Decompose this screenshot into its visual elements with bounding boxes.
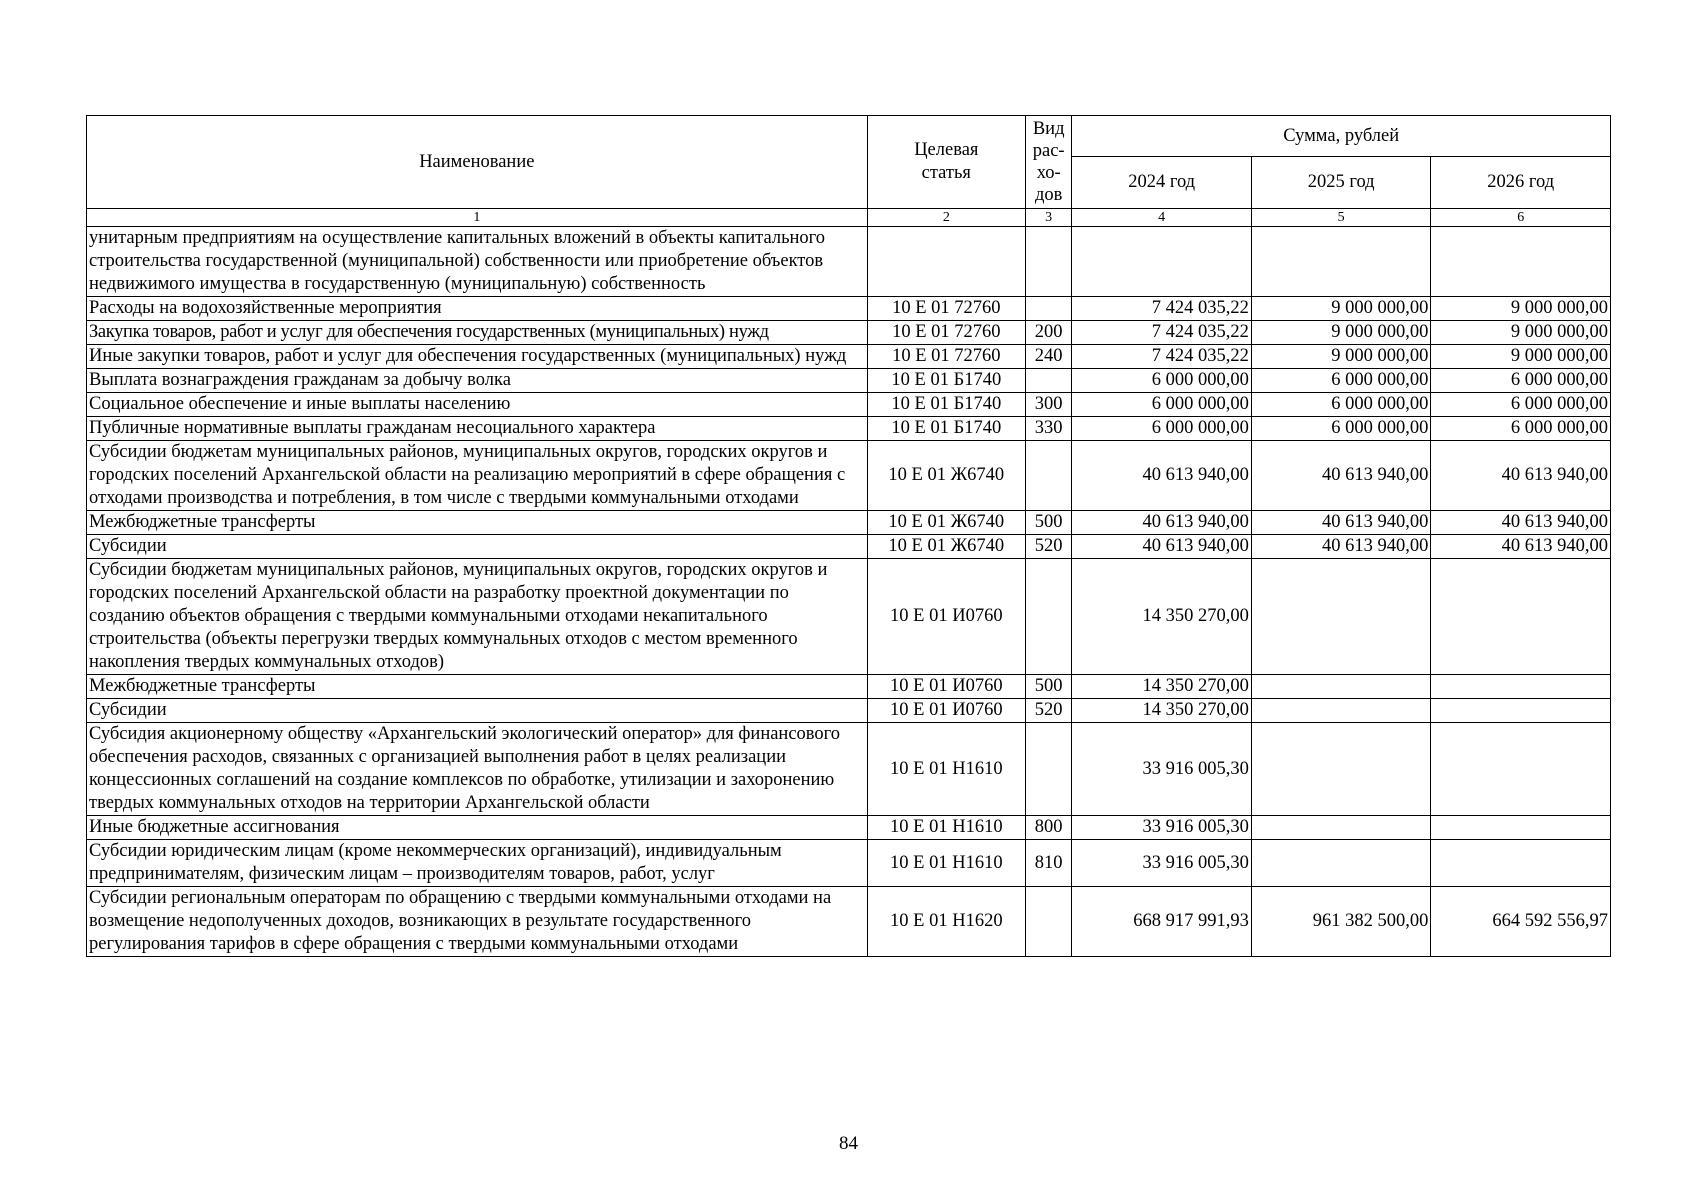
cell-2026: 6 000 000,00 [1431,393,1611,417]
cell-2026 [1431,227,1611,297]
cell-2026: 6 000 000,00 [1431,369,1611,393]
cell-2026: 40 613 940,00 [1431,535,1611,559]
cell-code: 10 Е 01 Н1610 [867,816,1025,840]
cell-2026: 664 592 556,97 [1431,887,1611,957]
cell-code: 10 Е 01 Б1740 [867,369,1025,393]
cell-2025 [1251,227,1431,297]
cell-name: Субсидии региональным операторам по обращению с твердыми коммунальными отходами на возмещение недополученных доходов, возникающих в результате государственного регулирования тарифов в сфере обращения с твердыми коммунальными отходами [87,887,868,957]
cell-2024: 7 424 035,22 [1072,297,1252,321]
cell-type: 500 [1025,511,1071,535]
table-row [87,723,1611,816]
cell-2026: 9 000 000,00 [1431,345,1611,369]
table-row [87,297,1611,321]
table-row [87,535,1611,559]
cell-name: Субсидии бюджетам муниципальных районов, муниципальных округов, городских округов и городских поселений Архангельской области на разработку проектной документации по созданию объектов обращения с твердыми коммунальными отходами некапитального строительства (объекты перегрузки твердых коммунальных отходов с местом временного накопления твердых коммунальных отходов) [87,559,868,675]
cell-2024: 668 917 991,93 [1072,887,1252,957]
column-number: 5 [1251,209,1431,227]
column-number: 1 [87,209,868,227]
column-number: 4 [1072,209,1252,227]
cell-2024: 6 000 000,00 [1072,393,1252,417]
cell-2025 [1251,723,1431,816]
cell-2026 [1431,675,1611,699]
cell-2024: 33 916 005,30 [1072,723,1252,816]
cell-type [1025,723,1071,816]
cell-name: Публичные нормативные выплаты гражданам несоциального характера [87,417,868,441]
cell-2024: 14 350 270,00 [1072,675,1252,699]
header-type [1025,116,1071,209]
table-row [87,441,1611,511]
cell-type [1025,559,1071,675]
table-row [87,227,1611,297]
cell-type: 520 [1025,699,1071,723]
cell-2024: 14 350 270,00 [1072,699,1252,723]
cell-2025 [1251,675,1431,699]
cell-code: 10 Е 01 72760 [867,297,1025,321]
cell-type: 330 [1025,417,1071,441]
cell-2025: 6 000 000,00 [1251,369,1431,393]
cell-2024: 33 916 005,30 [1072,816,1252,840]
table-header [87,116,1611,227]
cell-2024: 7 424 035,22 [1072,321,1252,345]
header-code: Целевая статья [867,116,1025,209]
cell-name: Иные закупки товаров, работ и услуг для обеспечения государственных (муниципальных) нужд [87,345,868,369]
cell-name: Выплата вознаграждения гражданам за добычу волка [87,369,868,393]
table-row [87,345,1611,369]
table-row [87,840,1611,887]
page-number: 84 [839,1133,858,1154]
cell-2026: 9 000 000,00 [1431,321,1611,345]
cell-2026 [1431,816,1611,840]
cell-2025 [1251,840,1431,887]
cell-name: Социальное обеспечение и иные выплаты населению [87,393,868,417]
cell-type [1025,369,1071,393]
cell-2024 [1072,227,1252,297]
column-number: 6 [1431,209,1611,227]
cell-name: Иные бюджетные ассигнования [87,816,868,840]
cell-code: 10 Е 01 И0760 [867,699,1025,723]
cell-2025 [1251,699,1431,723]
cell-name: Субсидии [87,535,868,559]
column-number-row [87,209,1611,227]
cell-name: Субсидия акционерному обществу «Архангельский экологический оператор» для финансового обеспечения расходов, связанных с организацией выполнения работ в целях реализации концессионных соглашений на создание комплексов по обработке, утилизации и захоронению твердых коммунальных отходов на территории Архангельской области [87,723,868,816]
cell-2025 [1251,559,1431,675]
cell-2026 [1431,723,1611,816]
cell-type: 520 [1025,535,1071,559]
header-type-line: хо- [1036,163,1061,183]
cell-2024: 6 000 000,00 [1072,369,1252,393]
cell-2024: 40 613 940,00 [1072,511,1252,535]
column-number: 3 [1025,209,1071,227]
cell-2026: 40 613 940,00 [1431,441,1611,511]
cell-code: 10 Е 01 Ж6740 [867,511,1025,535]
cell-2024: 40 613 940,00 [1072,535,1252,559]
cell-type [1025,441,1071,511]
table-row [87,887,1611,957]
cell-2025: 9 000 000,00 [1251,297,1431,321]
header-sum: Сумма, рублей [1072,116,1611,157]
cell-name: Межбюджетные трансферты [87,511,868,535]
cell-2025: 9 000 000,00 [1251,321,1431,345]
column-number: 2 [867,209,1025,227]
cell-code: 10 Е 01 И0760 [867,559,1025,675]
header-year-2024: 2024 год [1072,157,1252,209]
cell-type: 200 [1025,321,1071,345]
table-row [87,393,1611,417]
cell-2024: 40 613 940,00 [1072,441,1252,511]
table-row [87,369,1611,393]
cell-code: 10 Е 01 72760 [867,345,1025,369]
header-year-2026: 2026 год [1431,157,1611,209]
table-row [87,559,1611,675]
table-row [87,321,1611,345]
cell-type: 810 [1025,840,1071,887]
cell-2025: 40 613 940,00 [1251,441,1431,511]
cell-2026: 40 613 940,00 [1431,511,1611,535]
cell-code: 10 Е 01 Н1610 [867,840,1025,887]
cell-2024: 14 350 270,00 [1072,559,1252,675]
cell-type: 500 [1025,675,1071,699]
table-body [87,227,1611,957]
cell-code: 10 Е 01 Б1740 [867,417,1025,441]
cell-2026 [1431,699,1611,723]
cell-2026 [1431,559,1611,675]
header-year-2025: 2025 год [1251,157,1431,209]
cell-type: 240 [1025,345,1071,369]
cell-code: 10 Е 01 72760 [867,321,1025,345]
budget-table [86,115,1611,957]
cell-2024: 7 424 035,22 [1072,345,1252,369]
header-type-line: Вид [1032,119,1065,139]
cell-code: 10 Е 01 Ж6740 [867,535,1025,559]
cell-name: Субсидии [87,699,868,723]
cell-code: 10 Е 01 И0760 [867,675,1025,699]
cell-type: 300 [1025,393,1071,417]
cell-code: 10 Е 01 Б1740 [867,393,1025,417]
cell-name: Расходы на водохозяйственные мероприятия [87,297,868,321]
table-row [87,417,1611,441]
cell-type [1025,297,1071,321]
cell-code: 10 Е 01 Н1620 [867,887,1025,957]
cell-2025 [1251,816,1431,840]
cell-2025: 6 000 000,00 [1251,393,1431,417]
table-row [87,699,1611,723]
cell-2024: 33 916 005,30 [1072,840,1252,887]
table-row [87,675,1611,699]
cell-code [867,227,1025,297]
cell-type [1025,227,1071,297]
cell-name: Закупка товаров, работ и услуг для обеспечения государственных (муниципальных) нужд [87,321,868,345]
table-row [87,816,1611,840]
header-name: Наименование [87,116,868,209]
table-row [87,511,1611,535]
cell-name: Межбюджетные трансферты [87,675,868,699]
cell-2026: 9 000 000,00 [1431,297,1611,321]
cell-type [1025,887,1071,957]
cell-type: 800 [1025,816,1071,840]
cell-2026: 6 000 000,00 [1431,417,1611,441]
cell-code: 10 Е 01 Ж6740 [867,441,1025,511]
header-type-line: дов [1034,185,1063,205]
cell-name: унитарным предприятиям на осуществление капитальных вложений в объекты капитального строительства государственной (муниципальной) собственности или приобретение объектов недвижимого имущества в государственную (муниципальную) собственность [87,227,868,297]
cell-2025: 40 613 940,00 [1251,511,1431,535]
cell-2024: 6 000 000,00 [1072,417,1252,441]
cell-2025: 40 613 940,00 [1251,535,1431,559]
header-type-line: рас- [1032,141,1065,161]
cell-code: 10 Е 01 Н1610 [867,723,1025,816]
cell-2026 [1431,840,1611,887]
cell-2025: 6 000 000,00 [1251,417,1431,441]
cell-name: Субсидии бюджетам муниципальных районов, муниципальных округов, городских округов и городских поселений Архангельской области на реализацию мероприятий в сфере обращения с отходами производства и потребления, в том числе с твердыми коммунальными отходами [87,441,868,511]
cell-name: Субсидии юридическим лицам (кроме некоммерческих организаций), индивидуальным предпринимателям, физическим лицам – производителям товаров, работ, услуг [87,840,868,887]
cell-2025: 961 382 500,00 [1251,887,1431,957]
cell-2025: 9 000 000,00 [1251,345,1431,369]
